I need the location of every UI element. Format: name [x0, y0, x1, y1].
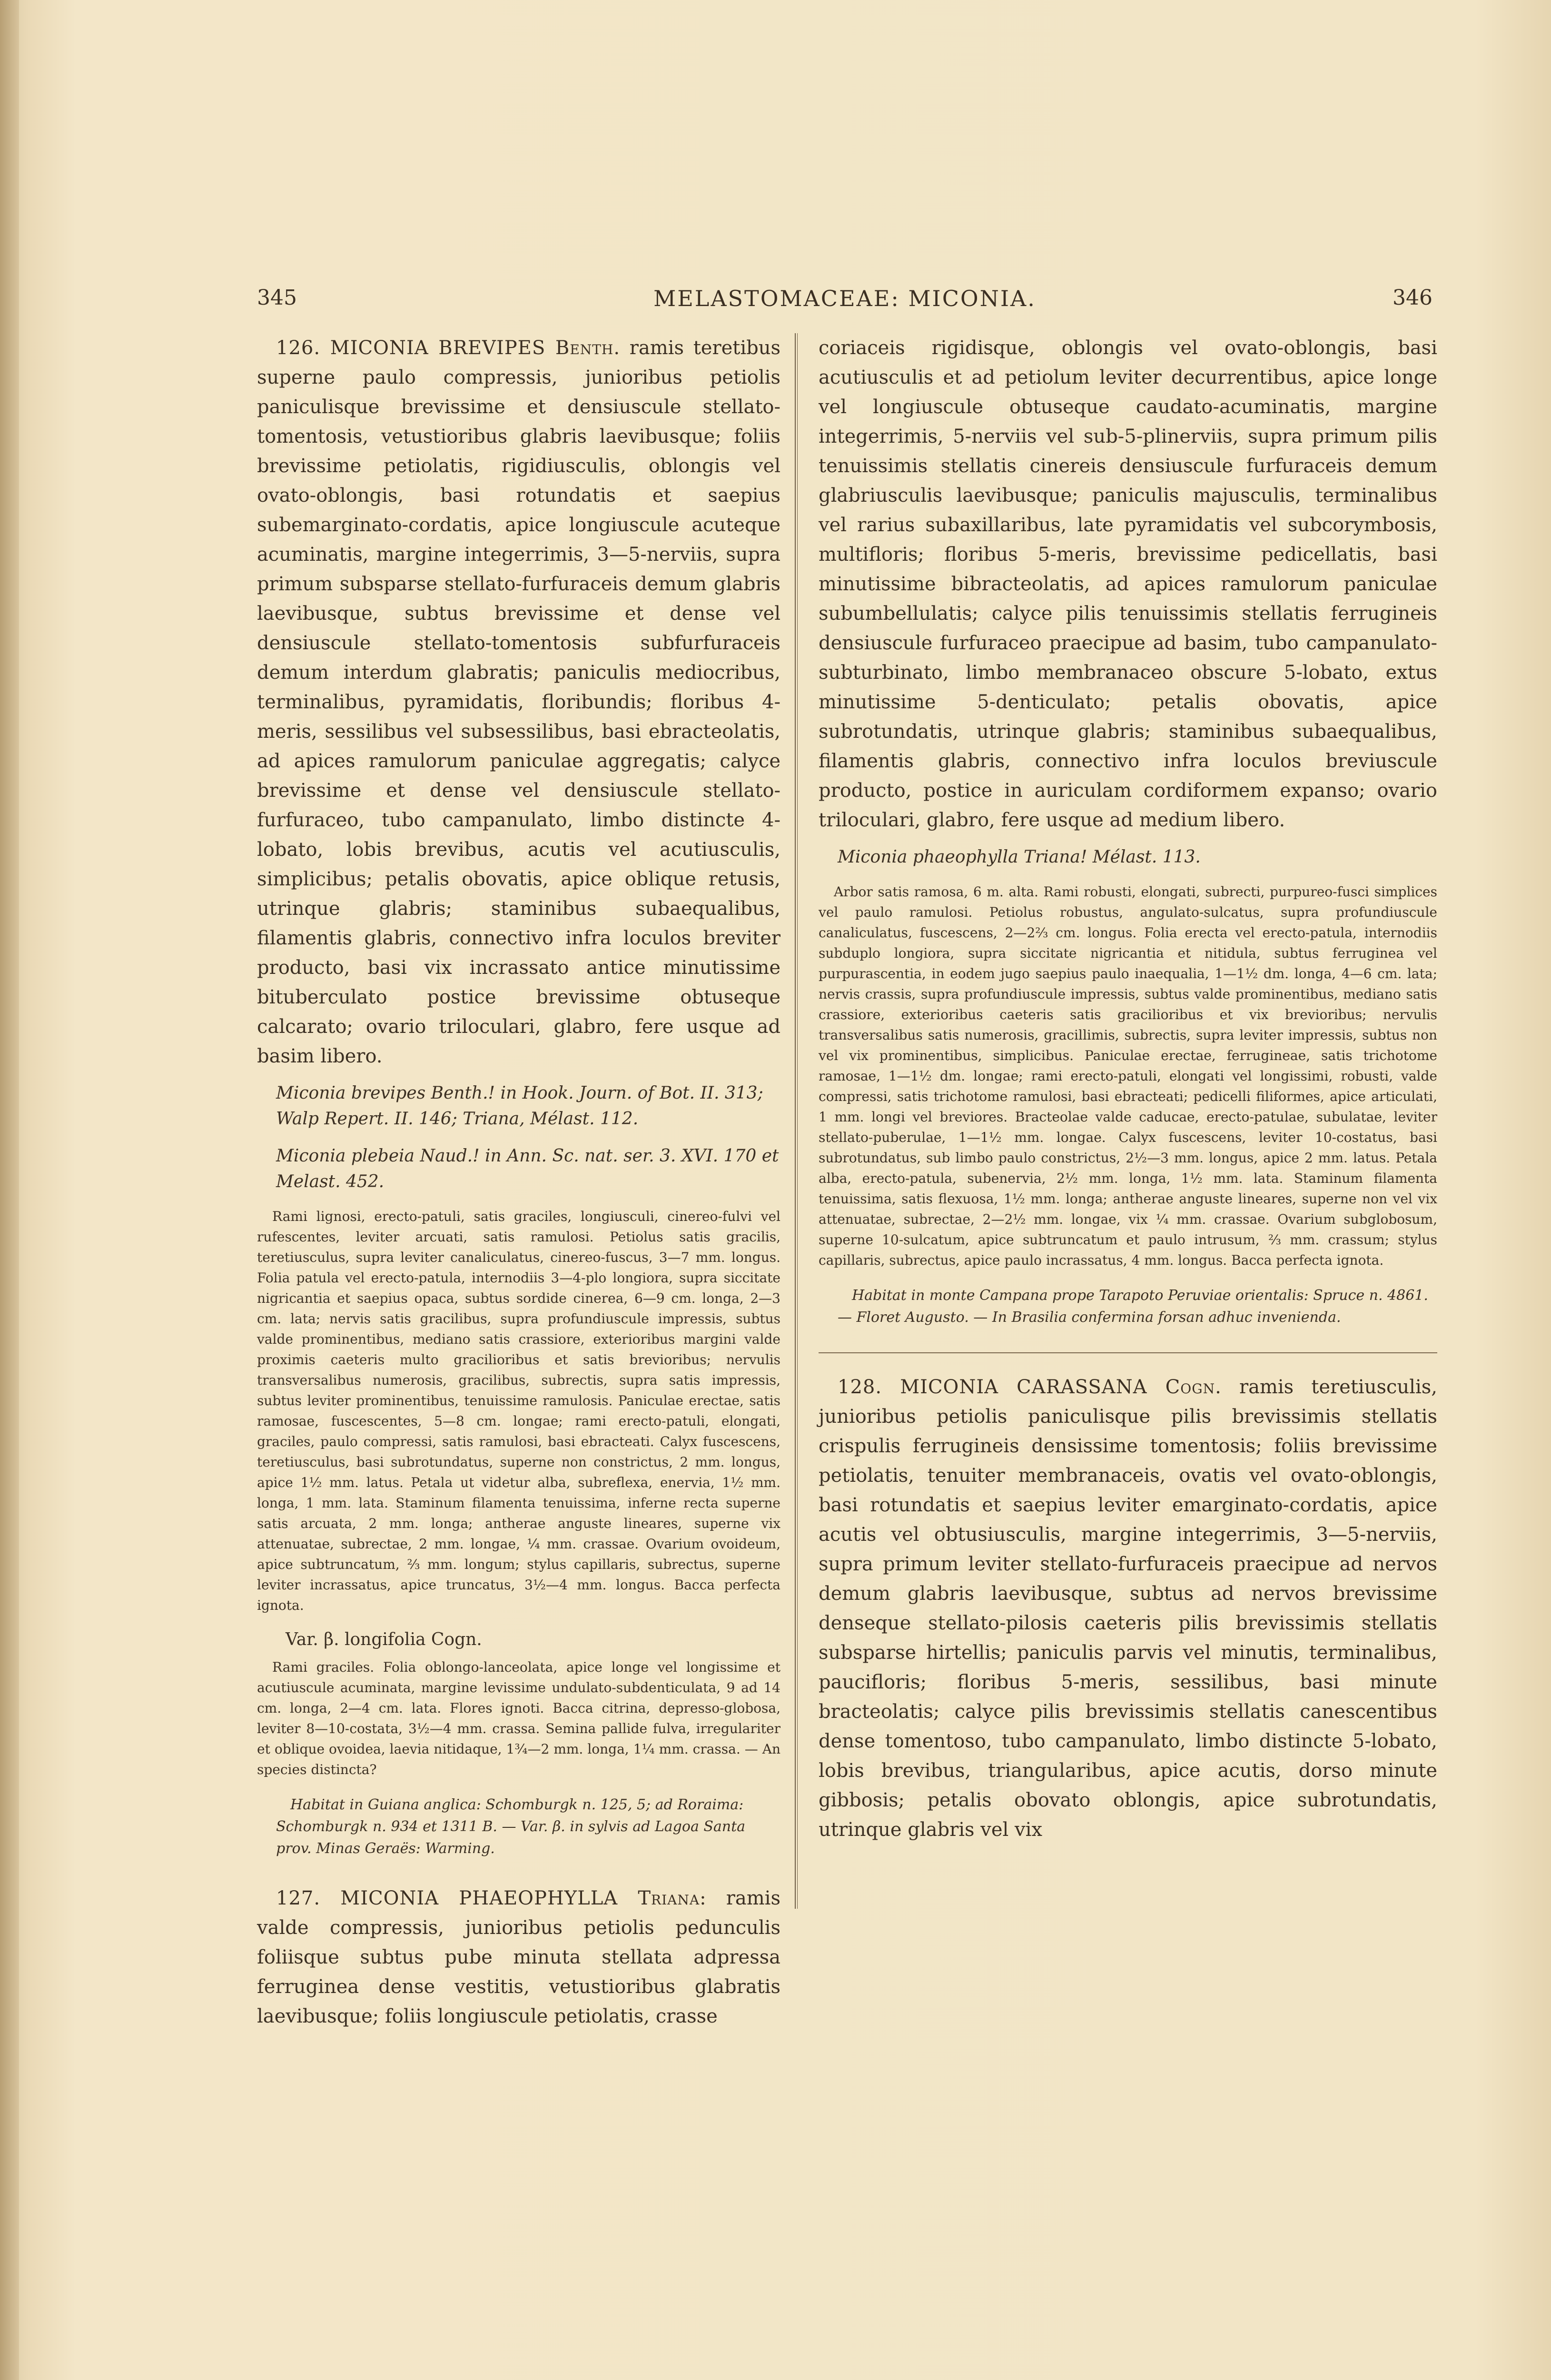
species-126-text: ramis teretibus superne paulo compressis, junioribus petiolis paniculisque brevissime et densiuscule stellato-tomentosis, vetustioribus glabris laevibusque; foliis brevissime petiolatis, rigidiusculis, oblongis vel ovato-oblongis, basi rotundatis et saepius subemarginato-cordatis, apice longiuscule acuteque acuminatis, margine integerrimis, 3—5-nerviis, supra primum subsparse stellato-furfuraceis demum glabris laevibusque, subtus brevissime et dense vel densiuscule stellato-tomentosis subfurfuraceis demum interdum glabratis; paniculis mediocribus, terminalibus, pyramidatis, floribundis; floribus 4-meris, sessilibus vel subsessilibus, basi ebracteolatis, ad apices ramulorum paniculae aggregatis; calyce brevissime et dense vel densiuscule stellato-furfuraceo, tubo campanulato, limbo distincte 4-lobato, lobis brevibus, acutis vel acutiusculis, simplicibus; petalis obovatis, apice oblique retusis, utrinque glabris; staminibus subaequalibus, filamentis glabris, connectivo infra loculos breviter producto, basi vix incrassato antice minutissime bituberculato postice brevissime obtuseque calcarato; ovario triloculari, glabro, fere usque ad basim libero.	[257, 337, 781, 1067]
page-number-left: 345	[257, 286, 297, 310]
species-127-habitat: Habitat in monte Campana prope Tarapoto Peruviae orientalis: Spruce n. 4861. — Floret Augusto. — In Brasilia confermina forsan adhuc invenienda.	[838, 1287, 1428, 1326]
species-126-description: Rami lignosi, erecto-patuli, satis graciles, longiusculi, cinereo-fulvi vel rufescentes, leviter arcuati, satis ramulosi. Petiolus satis gracilis, teretiusculus, supra leviter canaliculatus, cinereo-fuscus, 3—7 mm. longus. Folia patula vel erecto-patula, internodiis 3—4-plo longiora, supra siccitate nigricantia et saepius opaca, subtus sordide cinerea, 6—9 cm. longa, 2—3 cm. lata; nervis satis gracilibus, supra profundiuscule impressis, subtus valde prominentibus, mediano satis crassiore, exterioribus margini valde proximis caeteris multo gracilioribus et satis brevioribus; nervulis transversalibus numerosis, gracilibus, subrectis, supra satis impressis, subtus leviter prominentibus, tenuissime ramulosis. Paniculae erectae, satis ramosae, fuscescentes, 5—8 cm. longae; rami erecto-patuli, elongati, graciles, paulo compressi, satis ramulosi, basi ebracteati. Calyx fuscescens, teretiusculus, basi subrotundatus, superne non constrictus, 2 mm. longus, apice 1½ mm. latus. Petala ut videtur alba, subreflexa, enervia, 1½ mm. longa, 1 mm. lata. Staminum filamenta tenuissima, inferne recta superne satis arcuata, 2 mm. longa; antherae anguste lineares, superne vix attenuatae, subrectae, 2 mm. longae, ¼ mm. crassae. Ovarium ovoideum, apice subtruncatum, ⅔ mm. longum; stylus capillaris, subrectus, superne leviter incrassatus, apice truncatus, 3½—4 mm. longus. Bacca perfecta ignota.	[257, 1209, 780, 1613]
right-column	[819, 333, 1437, 1854]
page-header	[257, 286, 1432, 314]
binding-edge	[0, 0, 19, 2380]
species-126-heading: 126. MICONIA BREVIPES Benth.	[276, 337, 621, 359]
species-127-diagnosis	[257, 1884, 780, 2031]
species-127-citation: Miconia phaeophylla Triana! Mélast. 113.	[838, 847, 1201, 867]
running-title: MELASTOMACEAE: MICONIA.	[653, 286, 1036, 311]
species-127-description: Arbor satis ramosa, 6 m. alta. Rami robusti, elongati, subrecti, purpureo-fusci simplices vel paulo ramulosi. Petiolus robustus, angulato-sulcatus, supra profundiuscule canaliculatus, fuscescens, 2—2⅔ cm. longus. Folia erecta vel erecto-patula, internodiis subduplo longiora, supra siccitate nigricantia et nitidula, subtus ferruginea vel purpurascentia, in eodem jugo saepius paulo inaequalia, 1—1½ dm. longa, 4—6 cm. lata; nervis crassis, supra profundiuscule impressis, subtus valde prominentibus, mediano satis crassiore, exterioribus caeteris satis gracilioribus et vix brevioribus; nervulis transversalibus satis numerosis, gracillimis, subrectis, supra leviter impressis, subtus non vel vix prominentibus, simplicibus. Paniculae erectae, ferrugineae, satis trichotome ramosae, 1—1½ dm. longae; rami erecto-patuli, elongati vel longissimi, robusti, valde compressi, satis trichotome ramulosi, basi ebracteati; pedicelli filiformes, apice articulati, 1 mm. longi vel breviores. Bracteolae valde caducae, erecto-patulae, subulatae, leviter stellato-puberulae, 1—1½ mm. longae. Calyx fuscescens, leviter 10-costatus, basi subrotundatus, sub limbo paulo constrictus, 2½—3 mm. longus, apice 2 mm. latus. Petala alba, erecto-patula, subenervia, 2½ mm. longa, 1½ mm. lata. Staminum filamenta tenuissima, satis flexuosa, 1½ mm. longa; antherae anguste lineares, superne non vel vix attenuatae, subrectae, 2—2½ mm. longae, vix ¼ mm. crassae. Ovarium subglobosum, superne 10-sulcatum, apice subtruncatum et paulo intrusum, ⅔ mm. crassum; stylus capillaris, subrectus, apice paulo incrassatus, 4 mm. longus. Bacca perfecta ignota.	[819, 884, 1437, 1268]
species-127-continued: coriaceis rigidisque, oblongis vel ovato-oblongis, basi acutiusculis et ad petiolum leviter decurrentibus, apice longe vel longiuscule obtuseque caudato-acuminatis, margine integerrimis, 5-nerviis vel sub-5-plinerviis, supra primum pilis tenuissimis stellatis cinereis densiuscule furfuraceis demum glabriusculis laevibusque; paniculis majusculis, terminalibus vel rarius subaxillaribus, late pyramidatis vel subcorymbosis, multifloris; floribus 5-meris, brevissime pedicellatis, basi minutissime bibracteolatis, ad apices ramulorum paniculae subumbellulatis; calyce pilis tenuissimis stellatis ferrugineis densiuscule furfuraceo praecipue ad basim, tubo campanulato-subturbinato, limbo membranaceo obscure 5-lobato, extus minutissime 5-denticulato; petalis obovatis, apice subrotundatis, utrinque glabris; staminibus subaequalibus, filamentis glabris, connectivo infra loculos breviuscule producto, postice in auriculam cordiformem expanso; ovario triloculari, glabro, fere usque ad medium libero.	[819, 337, 1437, 831]
species-127-heading: 127. MICONIA PHAEOPHYLLA Triana:	[276, 1887, 707, 1909]
section-rule	[819, 1352, 1437, 1353]
species-126-citation-1: Miconia brevipes Benth.! in Hook. Journ. of Bot. II. 313; Walp Repert. II. 146; Triana, Mélast. 112.	[276, 1083, 763, 1129]
species-126-habitat: Habitat in Guiana anglica: Schomburgk n. 125, 5; ad Roraima: Schomburgk n. 934 et 1311 B. — Var. β. in sylvis ad Lagoa Santa prov. Minas Geraës: Warming.	[276, 1796, 746, 1857]
variety-description: Rami graciles. Folia oblongo-lanceolata, apice longe vel longissime et acutiuscule acuminata, margine levissime undulato-subdenticulata, 9 ad 14 cm. longa, 2—4 cm. lata. Flores ignoti. Bacca citrina, depresso-globosa, leviter 8—10-costata, 3½—4 mm. crassa. Semina pallide fulva, irregulariter et oblique ovoidea, laevia nitidaque, 1¾—2 mm. longa, 1¼ mm. crassa. — An species distincta?	[257, 1659, 780, 1777]
species-126-diagnosis	[257, 333, 780, 1071]
species-128-heading: 128. MICONIA CARASSANA Cogn.	[838, 1376, 1222, 1398]
variety-heading: Var. β. longifolia Cogn.	[286, 1630, 482, 1649]
left-column	[257, 333, 780, 2041]
species-128-text: ramis teretiusculis, junioribus petiolis paniculisque pilis brevissimis stellatis crispulis ferrugineis densissime tomentosis; foliis brevissime petiolatis, tenuiter membranaceis, ovatis vel ovato-oblongis, basi rotundatis et saepius leviter emarginato-cordatis, apice acutis vel obtusiusculis, margine integerrimis, 3—5-nerviis, supra primum leviter stellato-furfuraceis praecipue ad nervos demum glabris laevibusque, subtus ad nervos brevissime denseque stellato-pilosis caeteris pilis brevissimis stellatis subsparse hirtellis; paniculis parvis vel minutis, terminalibus, paucifloris; floribus 5-meris, sessilibus, basi minute bracteolatis; calyce pilis brevissimis stellatis canescentibus dense tomentoso, tubo campanulato, limbo distincte 5-lobato, lobis brevibus, triangularibus, apice acutis, dorso minute gibbosis; petalis obovato oblongis, apice subrotundatis, utrinque glabris vel vix	[819, 1376, 1437, 1841]
page-number-right: 346	[1393, 286, 1432, 310]
species-126-citation-2: Miconia plebeia Naud.! in Ann. Sc. nat. ser. 3. XVI. 170 et Melast. 452.	[276, 1146, 779, 1191]
species-128-diagnosis	[819, 1372, 1437, 1844]
column-divider	[795, 333, 798, 1909]
species-127-text: ramis valde compressis, junioribus petiolis pedunculis foliisque subtus pube minuta stellata adpressa ferruginea dense vestitis, vetustioribus glabratis laevibusque; foliis longiuscule petiolatis, crasse	[257, 1887, 780, 2027]
